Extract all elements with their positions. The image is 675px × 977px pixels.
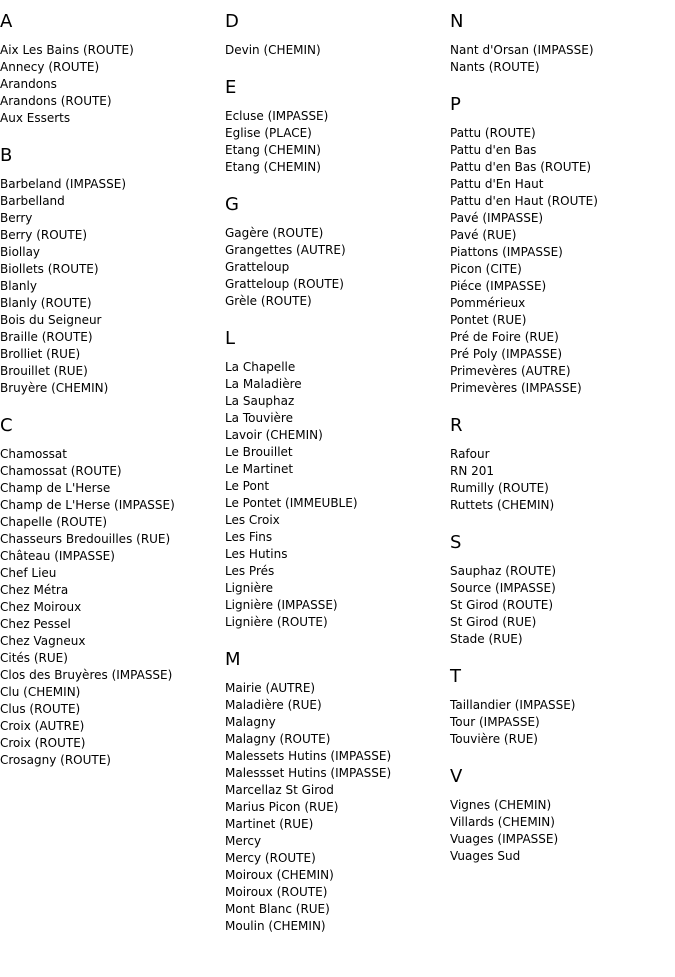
street-list-item[interactable]: Champ de L'Herse bbox=[0, 481, 111, 495]
street-list-item[interactable]: Taillandier (IMPASSE) bbox=[450, 698, 576, 712]
street-list-item[interactable]: Pattu d'En Haut bbox=[450, 177, 544, 191]
street-list-item[interactable]: Arandons (ROUTE) bbox=[0, 94, 112, 108]
street-list-item[interactable]: Grangettes (AUTRE) bbox=[225, 243, 346, 257]
street-list-item[interactable]: Pré Poly (IMPASSE) bbox=[450, 347, 563, 361]
street-list bbox=[225, 42, 450, 59]
street-list-item[interactable]: Piéce (IMPASSE) bbox=[450, 279, 547, 293]
street-list-item[interactable]: Pattu d'en Bas bbox=[450, 143, 537, 157]
street-list-item[interactable]: Chasseurs Bredouilles (RUE) bbox=[0, 532, 171, 546]
street-list-item[interactable]: Gratteloup (ROUTE) bbox=[225, 277, 344, 291]
street-list-item[interactable]: Picon (CITE) bbox=[450, 262, 522, 276]
street-list-item[interactable]: Berry (ROUTE) bbox=[0, 228, 88, 242]
street-list-item[interactable]: Tour (IMPASSE) bbox=[450, 715, 540, 729]
letter-heading: M bbox=[225, 649, 241, 670]
letter-heading: C bbox=[0, 415, 13, 436]
street-list-item[interactable]: Crosagny (ROUTE) bbox=[0, 753, 111, 767]
letter-group bbox=[450, 667, 675, 748]
letter-group bbox=[225, 195, 450, 310]
street-list-item[interactable]: Pavé (IMPASSE) bbox=[450, 211, 544, 225]
letter-group bbox=[225, 78, 450, 176]
street-list-item[interactable]: Lavoir (CHEMIN) bbox=[225, 428, 323, 442]
letter-heading: E bbox=[225, 77, 237, 98]
street-list-item[interactable]: Brolliet (RUE) bbox=[0, 347, 81, 361]
street-list-item[interactable]: Chamossat bbox=[0, 447, 67, 461]
street-list-item[interactable]: Cités (RUE) bbox=[0, 651, 68, 665]
street-list-item[interactable]: Stade (RUE) bbox=[450, 632, 523, 646]
letter-group bbox=[450, 12, 675, 76]
street-list-item[interactable]: Champ de L'Herse (IMPASSE) bbox=[0, 498, 175, 512]
street-list-item[interactable]: Bois du Seigneur bbox=[0, 313, 102, 327]
street-list bbox=[450, 42, 675, 76]
street-list-item[interactable]: Chef Lieu bbox=[0, 566, 57, 580]
street-list-item[interactable]: Source (IMPASSE) bbox=[450, 581, 556, 595]
street-list-item[interactable]: Moulin (CHEMIN) bbox=[225, 919, 326, 933]
street-list-item[interactable]: Rafour bbox=[450, 447, 490, 461]
letter-heading: A bbox=[0, 11, 13, 32]
letter-heading: R bbox=[450, 415, 463, 436]
street-list-item[interactable]: Le Brouillet bbox=[225, 445, 293, 459]
street-list-item[interactable]: La Touvière bbox=[225, 411, 293, 425]
street-list bbox=[450, 563, 675, 648]
street-list-item[interactable]: Chez Moiroux bbox=[0, 600, 82, 614]
street-list-item[interactable]: Clos des Bruyères (IMPASSE) bbox=[0, 668, 173, 682]
letter-heading: N bbox=[450, 11, 464, 32]
street-list-item[interactable]: Mercy bbox=[225, 834, 262, 848]
street-list bbox=[450, 125, 675, 397]
street-list-item[interactable]: Malessset Hutins (IMPASSE) bbox=[225, 766, 392, 780]
street-index-column-2 bbox=[225, 12, 450, 954]
street-list-item[interactable]: Vuages Sud bbox=[450, 849, 521, 863]
street-list-item[interactable]: Pommérieux bbox=[450, 296, 526, 310]
street-list-item[interactable]: Barbelland bbox=[0, 194, 65, 208]
street-list-item[interactable]: Pavé (RUE) bbox=[450, 228, 517, 242]
street-list-item[interactable]: Annecy (ROUTE) bbox=[0, 60, 100, 74]
street-list-item[interactable]: Clus (ROUTE) bbox=[0, 702, 81, 716]
street-list-item[interactable]: Primevères (IMPASSE) bbox=[450, 381, 582, 395]
street-list-item[interactable]: Blanly bbox=[0, 279, 37, 293]
street-list-item[interactable]: Chapelle (ROUTE) bbox=[0, 515, 108, 529]
street-list-item[interactable]: Ruttets (CHEMIN) bbox=[450, 498, 555, 512]
letter-group bbox=[450, 95, 675, 397]
street-list-item[interactable]: Aux Esserts bbox=[0, 111, 71, 125]
street-list-item[interactable]: La Sauphaz bbox=[225, 394, 295, 408]
street-list-item[interactable]: Arandons bbox=[0, 77, 57, 91]
street-list-item[interactable]: Braille (ROUTE) bbox=[0, 330, 93, 344]
street-list-item[interactable]: St Girod (ROUTE) bbox=[450, 598, 554, 612]
street-list-item[interactable]: Mercy (ROUTE) bbox=[225, 851, 316, 865]
street-index-column-3 bbox=[450, 12, 675, 884]
street-list-item[interactable]: Piattons (IMPASSE) bbox=[450, 245, 563, 259]
street-list-item[interactable]: Pontet (RUE) bbox=[450, 313, 527, 327]
street-list-item[interactable]: Vignes (CHEMIN) bbox=[450, 798, 552, 812]
street-list-item[interactable]: Les Prés bbox=[225, 564, 275, 578]
street-list-item[interactable]: Marius Picon (RUE) bbox=[225, 800, 339, 814]
letter-heading: B bbox=[0, 145, 13, 166]
letter-heading: G bbox=[225, 194, 239, 215]
street-list-item[interactable]: Croix (ROUTE) bbox=[0, 736, 86, 750]
letter-group bbox=[0, 416, 225, 769]
street-list-item[interactable]: Aix Les Bains (ROUTE) bbox=[0, 43, 134, 57]
street-list-item[interactable]: Maladière (RUE) bbox=[225, 698, 322, 712]
street-list-item[interactable]: Pattu d'en Haut (ROUTE) bbox=[450, 194, 598, 208]
street-list-item[interactable]: Gagère (ROUTE) bbox=[225, 226, 324, 240]
street-list bbox=[0, 42, 225, 127]
street-list-item[interactable]: Touvière (RUE) bbox=[450, 732, 538, 746]
letter-group bbox=[225, 329, 450, 631]
street-list-item[interactable]: Chez Vagneux bbox=[0, 634, 86, 648]
street-list-item[interactable]: Les Croix bbox=[225, 513, 280, 527]
street-list bbox=[450, 446, 675, 514]
street-list-item[interactable]: Bruyère (CHEMIN) bbox=[0, 381, 109, 395]
street-list-item[interactable]: Les Hutins bbox=[225, 547, 288, 561]
street-list-item[interactable]: Martinet (RUE) bbox=[225, 817, 314, 831]
letter-group bbox=[225, 12, 450, 59]
street-index-column-1 bbox=[0, 12, 225, 788]
street-list-item[interactable]: Croix (AUTRE) bbox=[0, 719, 85, 733]
street-list-item[interactable]: Clu (CHEMIN) bbox=[0, 685, 81, 699]
street-list-item[interactable]: Ecluse (IMPASSE) bbox=[225, 109, 329, 123]
street-list-item[interactable]: La Maladière bbox=[225, 377, 302, 391]
letter-group bbox=[0, 146, 225, 397]
street-list-item[interactable]: Malessets Hutins (IMPASSE) bbox=[225, 749, 392, 763]
street-list-item[interactable]: Pré de Foire (RUE) bbox=[450, 330, 559, 344]
street-list-item[interactable]: Barbeland (IMPASSE) bbox=[0, 177, 126, 191]
street-list bbox=[450, 797, 675, 865]
street-list bbox=[450, 697, 675, 748]
street-list-item[interactable]: Grèle (ROUTE) bbox=[225, 294, 312, 308]
street-list-item[interactable]: Château (IMPASSE) bbox=[0, 549, 115, 563]
street-list bbox=[225, 225, 450, 310]
street-list-item[interactable]: Gratteloup bbox=[225, 260, 290, 274]
street-list-item[interactable]: Moiroux (CHEMIN) bbox=[225, 868, 334, 882]
street-list-item[interactable]: Lignière (ROUTE) bbox=[225, 615, 328, 629]
street-list-item[interactable]: Pattu d'en Bas (ROUTE) bbox=[450, 160, 592, 174]
street-list bbox=[225, 680, 450, 935]
letter-group bbox=[225, 650, 450, 935]
street-list-item[interactable]: Le Pontet (IMMEUBLE) bbox=[225, 496, 358, 510]
street-list-item[interactable]: Lignière bbox=[225, 581, 274, 595]
street-list-item[interactable]: Moiroux (ROUTE) bbox=[225, 885, 328, 899]
street-list-item[interactable]: St Girod (RUE) bbox=[450, 615, 537, 629]
letter-group bbox=[450, 767, 675, 865]
street-list bbox=[0, 176, 225, 397]
street-list-item[interactable]: Marcellaz St Girod bbox=[225, 783, 334, 797]
street-list-item[interactable]: Biollets (ROUTE) bbox=[0, 262, 99, 276]
letter-group bbox=[450, 416, 675, 514]
street-list-item[interactable]: Nants (ROUTE) bbox=[450, 60, 540, 74]
street-list bbox=[225, 108, 450, 176]
street-list-item[interactable]: Le Pont bbox=[225, 479, 270, 493]
street-list-item[interactable]: Malagny bbox=[225, 715, 276, 729]
street-list-item[interactable]: Etang (CHEMIN) bbox=[225, 143, 321, 157]
street-list-item[interactable]: Eglise (PLACE) bbox=[225, 126, 312, 140]
street-list-item[interactable]: Primevères (AUTRE) bbox=[450, 364, 571, 378]
street-list-item[interactable]: Chamossat (ROUTE) bbox=[0, 464, 122, 478]
letter-heading: S bbox=[450, 532, 462, 553]
letter-heading: D bbox=[225, 11, 239, 32]
street-list-item[interactable]: Le Martinet bbox=[225, 462, 294, 476]
street-list-item[interactable]: Blanly (ROUTE) bbox=[0, 296, 92, 310]
letter-group bbox=[450, 533, 675, 648]
street-list-item[interactable]: Villards (CHEMIN) bbox=[450, 815, 555, 829]
street-list-item[interactable]: Devin (CHEMIN) bbox=[225, 43, 321, 57]
street-list-item[interactable]: Mont Blanc (RUE) bbox=[225, 902, 330, 916]
street-list-item[interactable]: La Chapelle bbox=[225, 360, 296, 374]
street-list-item[interactable]: Chez Pessel bbox=[0, 617, 71, 631]
letter-heading: V bbox=[450, 766, 463, 787]
street-list-item[interactable]: Sauphaz (ROUTE) bbox=[450, 564, 557, 578]
street-list bbox=[0, 446, 225, 769]
street-list-item[interactable]: Berry bbox=[0, 211, 33, 225]
street-list bbox=[225, 359, 450, 631]
letter-group bbox=[0, 12, 225, 127]
street-list-item[interactable]: Malagny (ROUTE) bbox=[225, 732, 331, 746]
street-list-item[interactable]: RN 201 bbox=[450, 464, 495, 478]
letter-heading: T bbox=[450, 666, 461, 687]
street-list-item[interactable]: Pattu (ROUTE) bbox=[450, 126, 536, 140]
street-list-item[interactable]: Chez Métra bbox=[0, 583, 69, 597]
letter-heading: P bbox=[450, 94, 461, 115]
street-list-item[interactable]: Brouillet (RUE) bbox=[0, 364, 88, 378]
street-list-item[interactable]: Rumilly (ROUTE) bbox=[450, 481, 549, 495]
street-list-item[interactable]: Nant d'Orsan (IMPASSE) bbox=[450, 43, 594, 57]
street-list-item[interactable]: Etang (CHEMIN) bbox=[225, 160, 321, 174]
street-list-item[interactable]: Biollay bbox=[0, 245, 41, 259]
street-list-item[interactable]: Lignière (IMPASSE) bbox=[225, 598, 338, 612]
letter-heading: L bbox=[225, 328, 236, 349]
street-list-item[interactable]: Vuages (IMPASSE) bbox=[450, 832, 559, 846]
street-list-item[interactable]: Mairie (AUTRE) bbox=[225, 681, 316, 695]
street-list-item[interactable]: Les Fins bbox=[225, 530, 273, 544]
